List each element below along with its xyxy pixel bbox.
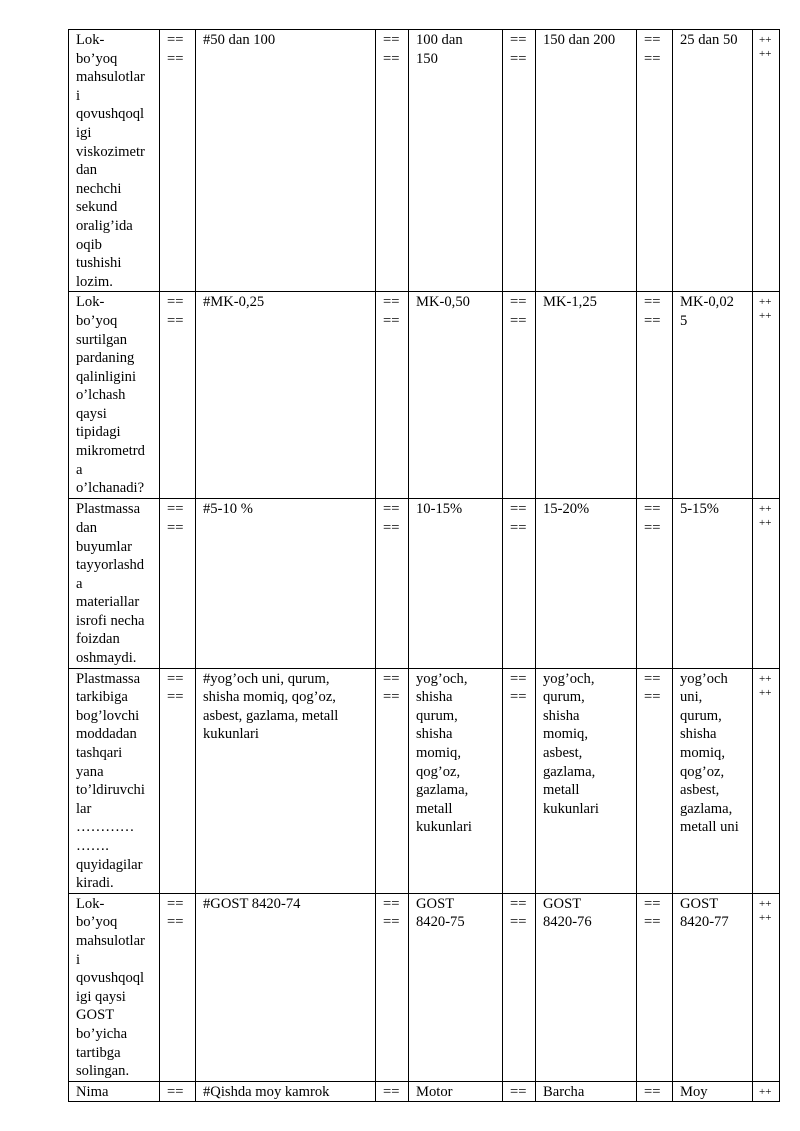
cell-line: == — [167, 895, 184, 912]
separator-cell — [160, 893, 196, 1081]
cell-line: 25 dan 50 — [680, 32, 738, 48]
separator-cell — [503, 499, 536, 668]
cell-line: bog’lovchi — [76, 707, 140, 724]
cell-line: shisha momiq, qog’oz, — [203, 689, 336, 706]
separator-cell — [376, 292, 409, 499]
cell-line: == — [167, 312, 184, 329]
cell-line: == — [510, 32, 527, 48]
cell-line: oqib — [76, 236, 102, 253]
cell-line: asbest, — [680, 782, 720, 799]
cell-line: ……. — [76, 838, 109, 854]
cell-line: Plastmassa — [76, 670, 141, 687]
end-marker-cell — [753, 292, 780, 499]
cell-line: #Qishda moy kamrok — [203, 1083, 330, 1100]
answer-correct-cell — [196, 499, 376, 668]
cell-line: qurum, — [543, 689, 585, 706]
separator-cell — [637, 499, 673, 668]
cell-line: == — [510, 312, 527, 329]
separator-cell — [160, 292, 196, 499]
separator-cell — [637, 30, 673, 292]
cell-line: == — [383, 519, 400, 536]
end-marker-cell — [753, 30, 780, 292]
cell-line: == — [167, 670, 184, 687]
cell-line: dan — [76, 519, 98, 536]
cell-line: mikrometrd — [76, 443, 145, 460]
cell-line: tashqari — [76, 745, 123, 762]
cell-line: == — [510, 50, 527, 67]
separator-cell — [503, 1081, 536, 1102]
end-marker-cell — [753, 1081, 780, 1102]
separator-cell — [503, 30, 536, 292]
table-row — [69, 668, 780, 893]
cell-line: Lok- — [76, 32, 105, 48]
cell-line: == — [644, 501, 661, 518]
cell-line: materiallar — [76, 594, 140, 611]
separator-cell — [376, 668, 409, 893]
cell-line: == — [510, 895, 527, 912]
cell-line: MK-0,50 — [416, 294, 470, 311]
cell-line: bo’yicha — [76, 1025, 128, 1042]
cell-line: Nima — [76, 1083, 109, 1100]
cell-line: uni, — [680, 689, 703, 706]
cell-line: qovushqoql — [76, 970, 145, 987]
cell-line: metall uni — [680, 819, 739, 836]
answer-option-cell — [409, 30, 503, 292]
separator-cell — [376, 499, 409, 668]
cell-line: o’lchash — [76, 387, 126, 404]
cell-line: == — [644, 312, 661, 329]
question-cell — [69, 893, 160, 1081]
cell-line: shisha — [680, 726, 717, 743]
cell-line: i — [76, 951, 81, 968]
separator-cell — [637, 668, 673, 893]
cell-line: tayyorlashd — [76, 557, 145, 574]
cell-line: sekund — [76, 199, 118, 216]
cell-line: == — [167, 32, 184, 48]
cell-line: tushishi — [76, 255, 122, 272]
cell-line: == — [644, 50, 661, 67]
cell-line: nechchi — [76, 180, 122, 197]
separator-cell — [637, 292, 673, 499]
question-cell — [69, 668, 160, 893]
cell-line: bo’yoq — [76, 914, 118, 931]
cell-line: ………… — [76, 819, 135, 836]
cell-line: MK-0,02 — [680, 294, 734, 311]
cell-line: == — [644, 670, 661, 687]
answer-option-cell — [673, 1081, 753, 1102]
cell-line: ++ — [759, 1085, 772, 1098]
cell-line: 5-15% — [680, 501, 719, 518]
answer-option-cell — [409, 893, 503, 1081]
cell-line: o’lchanadi? — [76, 480, 145, 497]
cell-line: 8420-75 — [416, 914, 465, 931]
separator-cell — [503, 292, 536, 499]
cell-line: ++ — [759, 310, 772, 323]
cell-line: ++ — [759, 897, 772, 910]
table-row — [69, 499, 780, 668]
cell-line: ++ — [759, 672, 772, 685]
cell-line: == — [383, 670, 400, 687]
cell-line: surtilgan — [76, 331, 128, 348]
answer-correct-cell — [196, 292, 376, 499]
cell-line: momiq, — [680, 745, 725, 762]
answer-option-cell — [673, 292, 753, 499]
cell-line: Moy — [680, 1083, 708, 1100]
cell-line: shisha — [543, 707, 580, 724]
cell-line: == — [383, 312, 400, 329]
cell-line: == — [383, 294, 400, 311]
cell-line: qog’oz, — [416, 763, 461, 780]
cell-line: viskozimetr — [76, 143, 145, 160]
cell-line: isrofi necha — [76, 612, 145, 629]
separator-cell — [637, 893, 673, 1081]
cell-line: == — [510, 501, 527, 518]
table-row — [69, 292, 780, 499]
answer-option-cell — [409, 668, 503, 893]
cell-line: ++ — [759, 48, 772, 60]
cell-line: == — [644, 1083, 661, 1100]
separator-cell — [160, 668, 196, 893]
cell-line: lar — [76, 800, 92, 817]
cell-line: == — [644, 914, 661, 931]
cell-line: MK-1,25 — [543, 294, 597, 311]
answer-option-cell — [673, 893, 753, 1081]
cell-line: Plastmassa — [76, 501, 141, 518]
separator-cell — [160, 1081, 196, 1102]
cell-line: bo’yoq — [76, 312, 118, 329]
cell-line: quyidagilar — [76, 856, 143, 873]
cell-line: GOST — [416, 895, 455, 912]
cell-line: 8420-77 — [680, 914, 729, 931]
cell-line: #MK-0,25 — [203, 294, 265, 311]
separator-cell — [160, 499, 196, 668]
cell-line: to’ldiruvchi — [76, 782, 145, 799]
answer-option-cell — [409, 292, 503, 499]
answer-option-cell — [673, 499, 753, 668]
cell-line: bo’yoq — [76, 50, 118, 67]
cell-line: == — [510, 914, 527, 931]
cell-line: == — [644, 689, 661, 706]
separator-cell — [503, 668, 536, 893]
cell-line: Motor — [416, 1083, 453, 1100]
cell-line: == — [167, 1083, 184, 1100]
end-marker-cell — [753, 668, 780, 893]
cell-line: 5 — [680, 312, 688, 329]
cell-line: qurum, — [416, 707, 458, 724]
cell-line: oshmaydi. — [76, 650, 137, 667]
cell-line: yog’och, — [543, 670, 595, 687]
cell-line: == — [383, 895, 400, 912]
cell-line: kukunlari — [416, 819, 472, 836]
answer-option-cell — [409, 499, 503, 668]
cell-line: == — [644, 32, 661, 48]
cell-line: yog’och — [680, 670, 728, 687]
question-cell — [69, 499, 160, 668]
cell-line: shisha — [416, 726, 453, 743]
cell-line: == — [644, 294, 661, 311]
cell-line: == — [383, 501, 400, 518]
answer-correct-cell — [196, 668, 376, 893]
separator-cell — [637, 1081, 673, 1102]
cell-line: qovushqoql — [76, 106, 145, 123]
cell-line: == — [510, 519, 527, 536]
table-row — [69, 1081, 780, 1102]
cell-line: moddadan — [76, 726, 137, 743]
cell-line: lozim. — [76, 273, 113, 290]
cell-line: 10-15% — [416, 501, 463, 518]
cell-line: ++ — [759, 34, 772, 46]
cell-line: ++ — [759, 296, 772, 309]
cell-line: kiradi. — [76, 875, 114, 892]
cell-line: i — [76, 87, 81, 104]
cell-line: qaysi — [76, 405, 107, 422]
separator-cell — [376, 30, 409, 292]
separator-cell — [376, 1081, 409, 1102]
table-row — [69, 893, 780, 1081]
answer-option-cell — [536, 893, 637, 1081]
answer-option-cell — [536, 1081, 637, 1102]
cell-line: == — [644, 895, 661, 912]
cell-line: #GOST 8420-74 — [203, 895, 301, 912]
cell-line: == — [383, 1083, 400, 1100]
cell-line: #yog’och uni, qurum, — [203, 670, 330, 687]
cell-line: solingan. — [76, 1063, 130, 1080]
cell-line: gazlama, — [543, 763, 596, 780]
cell-line: Lok- — [76, 294, 105, 311]
end-marker-cell — [753, 893, 780, 1081]
cell-line: asbest, — [543, 745, 583, 762]
cell-line: GOST — [76, 1007, 115, 1024]
cell-line: == — [167, 501, 184, 518]
question-cell — [69, 30, 160, 292]
cell-line: == — [167, 914, 184, 931]
cell-line: == — [167, 294, 184, 311]
cell-line: shisha — [416, 689, 453, 706]
cell-line: kukunlari — [543, 800, 599, 817]
cell-line: kukunlari — [203, 726, 259, 743]
cell-line: momiq, — [543, 726, 588, 743]
table-row — [69, 30, 780, 292]
cell-line: == — [510, 670, 527, 687]
question-cell — [69, 1081, 160, 1102]
question-cell — [69, 292, 160, 499]
cell-line: #5-10 % — [203, 501, 253, 518]
cell-line: yog’och, — [416, 670, 468, 687]
cell-line: == — [167, 689, 184, 706]
cell-line: igi qaysi — [76, 988, 126, 1005]
answer-option-cell — [536, 30, 637, 292]
cell-line: 8420-76 — [543, 914, 592, 931]
cell-line: mahsulotlar — [76, 69, 145, 86]
cell-line: Lok- — [76, 895, 105, 912]
cell-line: ++ — [759, 517, 772, 530]
cell-line: buyumlar — [76, 538, 132, 555]
cell-line: gazlama, — [680, 800, 733, 817]
answer-option-cell — [536, 292, 637, 499]
cell-line: yana — [76, 763, 104, 780]
cell-line: pardaning — [76, 350, 135, 367]
cell-line: 150 dan 200 — [543, 32, 616, 48]
cell-line: a — [76, 575, 83, 592]
cell-line: GOST — [680, 895, 719, 912]
answer-option-cell — [536, 499, 637, 668]
cell-line: == — [644, 519, 661, 536]
separator-cell — [376, 893, 409, 1081]
separator-cell — [503, 893, 536, 1081]
cell-line: tartibga — [76, 1044, 121, 1061]
cell-line: == — [510, 1083, 527, 1100]
answer-option-cell — [536, 668, 637, 893]
answer-correct-cell — [196, 1081, 376, 1102]
answer-correct-cell — [196, 30, 376, 292]
question-table — [68, 29, 780, 1102]
cell-line: foizdan — [76, 631, 120, 648]
answer-correct-cell — [196, 893, 376, 1081]
cell-line: Barcha — [543, 1083, 585, 1100]
cell-line: #50 dan 100 — [203, 32, 276, 48]
cell-line: == — [383, 914, 400, 931]
cell-line: GOST — [543, 895, 582, 912]
cell-line: metall — [543, 782, 580, 799]
cell-line: igi — [76, 124, 92, 141]
table-body — [69, 30, 780, 1102]
answer-option-cell — [673, 30, 753, 292]
cell-line: 15-20% — [543, 501, 590, 518]
cell-line: ++ — [759, 911, 772, 924]
cell-line: dan — [76, 162, 98, 179]
cell-line: metall — [416, 800, 453, 817]
cell-line: == — [383, 689, 400, 706]
cell-line: tarkibiga — [76, 689, 128, 706]
cell-line: momiq, — [416, 745, 461, 762]
cell-line: a — [76, 461, 83, 478]
cell-line: == — [167, 50, 184, 67]
cell-line: 100 dan — [416, 32, 463, 48]
cell-line: 150 — [416, 50, 438, 67]
cell-line: oralig’ida — [76, 217, 133, 234]
cell-line: gazlama, — [416, 782, 469, 799]
answer-option-cell — [409, 1081, 503, 1102]
cell-line: == — [510, 689, 527, 706]
end-marker-cell — [753, 499, 780, 668]
cell-line: qurum, — [680, 707, 722, 724]
cell-line: ++ — [759, 503, 772, 516]
cell-line: == — [510, 294, 527, 311]
cell-line: tipidagi — [76, 424, 121, 441]
answer-option-cell — [673, 668, 753, 893]
cell-line: qog’oz, — [680, 763, 725, 780]
separator-cell — [160, 30, 196, 292]
cell-line: == — [383, 32, 400, 48]
cell-line: qalinligini — [76, 368, 136, 385]
cell-line: ++ — [759, 686, 772, 699]
cell-line: asbest, gazlama, metall — [203, 707, 339, 724]
cell-line: == — [167, 519, 184, 536]
cell-line: mahsulotlar — [76, 932, 145, 949]
cell-line: == — [383, 50, 400, 67]
